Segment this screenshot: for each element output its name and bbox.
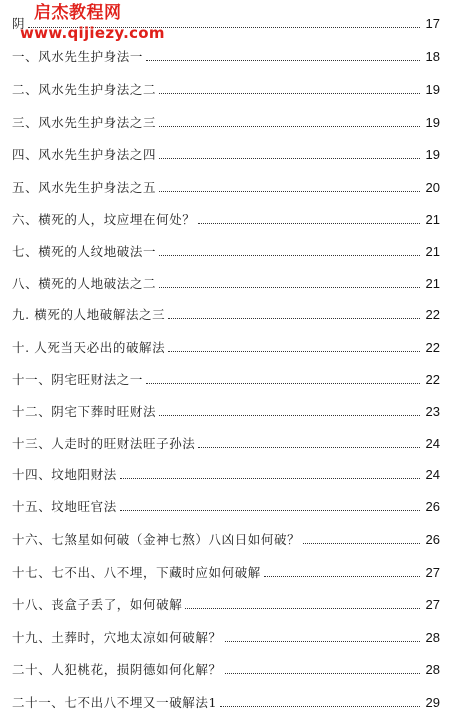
toc-entry[interactable] [12, 303, 440, 323]
toc-entry-page: 19 [425, 82, 440, 97]
toc-entry-title: 一、风水先生护身法一 [12, 49, 144, 64]
toc-entry[interactable] [12, 176, 440, 196]
toc-entry-page: 22 [425, 340, 440, 355]
toc-entry-title: 十四、坟地阳财法 [12, 467, 117, 482]
toc-entry-page: 24 [425, 467, 440, 482]
toc-leader-dots [168, 350, 420, 352]
toc-entry[interactable] [12, 658, 440, 678]
toc-entry[interactable] [12, 143, 440, 163]
toc-leader-dots [225, 672, 420, 674]
toc-leader-dots [225, 640, 420, 642]
toc-entry-title: 十三、人走时的旺财法旺子孙法 [12, 436, 196, 451]
toc-entry-page: 27 [425, 597, 440, 612]
toc-leader-dots [264, 575, 420, 577]
toc-entry[interactable] [12, 528, 440, 548]
toc-entry[interactable] [12, 45, 440, 65]
toc-entry[interactable] [12, 561, 440, 581]
toc-entry-title: 十一、阴宅旺财法之一 [12, 372, 144, 387]
toc-leader-dots [159, 254, 420, 256]
toc-leader-dots [303, 542, 420, 544]
toc-entry[interactable] [12, 78, 440, 98]
toc-entry-page: 17 [425, 16, 440, 31]
toc-entry-title: 十. 人死当天必出的破解法 [12, 340, 166, 355]
toc-entry[interactable] [12, 272, 440, 292]
toc-entry-page: 23 [425, 404, 440, 419]
toc-leader-dots [220, 705, 420, 707]
toc-entry-title: 十六、七煞星如何破（金神七熬）八凶日如何破？ [12, 532, 301, 547]
toc-leader-dots [198, 222, 420, 224]
toc-entry-page: 24 [425, 436, 440, 451]
toc-entry[interactable] [12, 691, 440, 711]
toc-entry-page: 22 [425, 372, 440, 387]
toc-entry-title: 六、横死的人，坟应埋在何处？ [12, 212, 196, 227]
toc-entry-title: 十七、七不出、八不埋，下藏时应如何破解 [12, 565, 261, 580]
watermark-url: www.qijiezy.com [20, 24, 165, 42]
toc-entry-page: 29 [425, 695, 440, 710]
toc-entry[interactable] [12, 240, 440, 260]
toc-leader-dots [159, 190, 420, 192]
toc-entry-page: 19 [425, 147, 440, 162]
toc-leader-dots [198, 446, 420, 448]
toc-entry-page: 26 [425, 532, 440, 547]
toc-entry-title: 二十、人犯桃花，损阴德如何化解？ [12, 662, 222, 677]
toc-leader-dots [159, 157, 420, 159]
toc-entry-page: 21 [425, 276, 440, 291]
watermark-site-name: 启杰教程网 [34, 3, 122, 23]
toc-entry[interactable] [12, 495, 440, 515]
toc-entry-page: 21 [425, 244, 440, 259]
toc-entry-title: 七、横死的人纹地破法一 [12, 244, 157, 259]
toc-entry-title: 四、风水先生护身法之四 [12, 147, 157, 162]
toc-entry-page: 26 [425, 499, 440, 514]
toc-leader-dots [159, 286, 420, 288]
toc-entry-title: 五、风水先生护身法之五 [12, 180, 157, 195]
toc-entry[interactable] [12, 626, 440, 646]
toc-leader-dots [168, 317, 420, 319]
toc-leader-dots [159, 125, 420, 127]
toc-entry-title: 十二、阴宅下葬时旺财法 [12, 404, 157, 419]
toc-entry[interactable] [12, 463, 440, 483]
toc-leader-dots [146, 59, 420, 61]
toc-entry[interactable] [12, 208, 440, 228]
toc-entry-page: 22 [425, 307, 440, 322]
toc-entry-page: 28 [425, 630, 440, 645]
toc-entry-title: 二、风水先生护身法之二 [12, 82, 157, 97]
toc-leader-dots [120, 477, 420, 479]
toc-entry-page: 27 [425, 565, 440, 580]
toc-entry[interactable] [12, 368, 440, 388]
toc-entry-page: 20 [425, 180, 440, 195]
toc-entry-page: 21 [425, 212, 440, 227]
toc-leader-dots [146, 382, 420, 384]
toc-leader-dots [185, 607, 420, 609]
toc-entry-page: 18 [425, 49, 440, 64]
toc-leader-dots [159, 414, 420, 416]
toc-entry-title: 九. 横死的人地破解法之三 [12, 307, 166, 322]
toc-entry[interactable] [12, 400, 440, 420]
toc-entry[interactable] [12, 593, 440, 613]
toc-entry-page: 19 [425, 115, 440, 130]
toc-entry-page: 28 [425, 662, 440, 677]
toc-entry-title: 十五、坟地旺官法 [12, 499, 117, 514]
toc-entry-title: 十九、土葬时，穴地太凉如何破解？ [12, 630, 222, 645]
toc-entry-title: 十八、丧盒子丢了，如何破解 [12, 597, 183, 612]
toc-entry[interactable] [12, 111, 440, 131]
toc-entry[interactable] [12, 432, 440, 452]
toc-entry-title: 阴 [12, 16, 26, 31]
toc-entry-title: 八、横死的人地破法之二 [12, 276, 157, 291]
toc-entry-title: 三、风水先生护身法之三 [12, 115, 157, 130]
toc-entry[interactable] [12, 336, 440, 356]
toc-leader-dots [159, 92, 420, 94]
toc-entry-title: 二十一、七不出八不埋又一破解法1 [12, 695, 218, 710]
site-watermark [14, 4, 214, 46]
toc-leader-dots [120, 509, 420, 511]
